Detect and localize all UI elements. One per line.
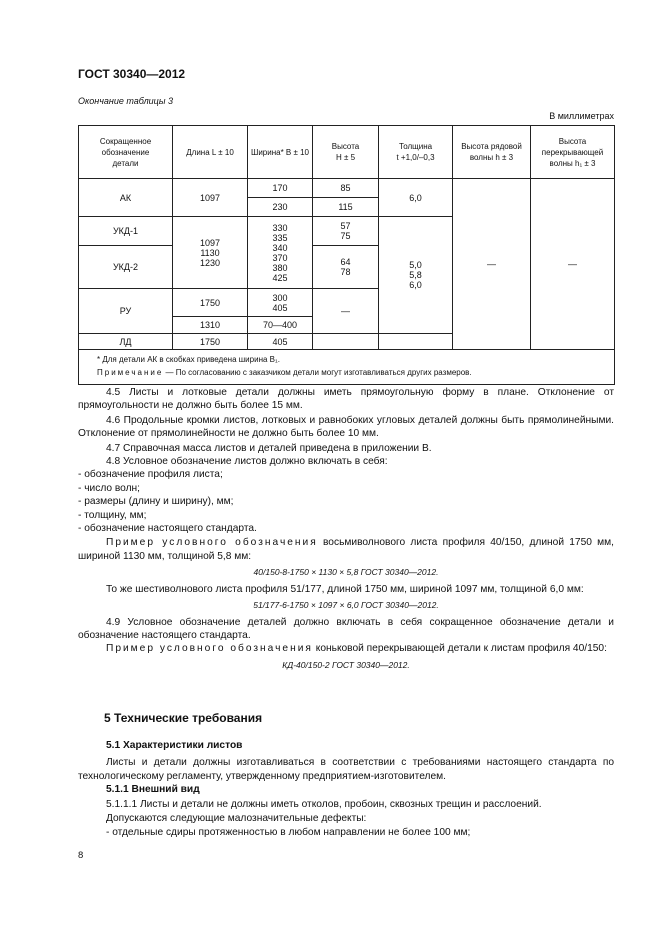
cell-ak-thickness: 6,0 <box>379 179 453 217</box>
cell-ak-height1: 85 <box>313 179 379 198</box>
section-4-body <box>78 386 614 672</box>
paragraph-5-1-1-1: 5.1.1.1 Листы и детали не должны иметь отколов, пробоин, сквозных трещин и расслоений. <box>106 798 542 810</box>
example-3: Пример условного обозначения коньковой перекрывающей детали к листам профиля 40/150: <box>106 643 607 655</box>
table-note: Примечание — По согласованию с заказчиком детали могут изготавливаться других размеров. <box>97 368 472 377</box>
cell-ru-height-dash: — <box>313 289 379 334</box>
header-wave-row: Высота рядовой волны h ± 3 <box>453 126 531 179</box>
example-1-code: 40/150-8-1750 × 1130 × 5,8 ГОСТ 30340—2012. <box>253 567 439 578</box>
cell-ukd-length: 1097 1130 1230 <box>173 217 248 289</box>
header-name: Сокращенное обозначение детали <box>79 126 173 179</box>
list-item: - обозначение настоящего стандарта. <box>78 523 257 535</box>
cell-ukd1-name: УКД-1 <box>79 217 173 246</box>
cell-ak-width1: 170 <box>248 179 313 198</box>
list-item: - толщину, мм; <box>78 509 147 521</box>
list-item: - число волн; <box>78 482 141 494</box>
example-2-code: 51/177-6-1750 × 1097 × 6,0 ГОСТ 30340—2012. <box>253 600 439 611</box>
header-height: Высота Н ± 5 <box>313 126 379 179</box>
cell-ld-height-empty <box>313 334 379 350</box>
paragraph-5-1: Листы и детали должны изготавливаться в соответствии с требованиями настоящего стандарта по технологическому регламенту, утвержденному предприятием-изготовителем. <box>78 757 614 782</box>
example-3-code: КД-40/150-2 ГОСТ 30340—2012. <box>282 659 410 670</box>
paragraph-4-8: 4.8 Условное обозначение листов должно включать в себя: <box>106 456 388 468</box>
cell-wave-overlap-dash: — <box>531 179 615 350</box>
table-row <box>79 179 615 198</box>
paragraph-4-6: 4.6 Продольные кромки листов, лотковых и равнобоких угловых деталей должны быть прямолинейными. Отклонение от прямолинейности не должно быть более 10 мм. <box>78 414 614 440</box>
list-item: - обозначение профиля листа; <box>78 469 223 481</box>
paragraph-4-9: 4.9 Условное обозначение деталей должно включать в себя сокращенное обозначение детали и обозначение настоящего стандарта. <box>78 616 614 641</box>
subsection-5-1-title: 5.1 Характеристики листов <box>106 740 243 751</box>
cell-ukd2-name: УКД-2 <box>79 246 173 289</box>
subsection-5-1-1-title: 5.1.1 Внешний вид <box>106 784 200 796</box>
table-caption: Окончание таблицы 3 <box>78 96 173 106</box>
header-length: Длина L ± 10 <box>173 126 248 179</box>
section-5-body <box>78 739 614 840</box>
header-wave-overlap: Высота перекрывающей волны h₁ ± 3 <box>531 126 615 179</box>
dimensions-table <box>78 125 615 385</box>
cell-thickness-group: 5,0 5,8 6,0 <box>379 217 453 334</box>
cell-ru-length1: 1750 <box>173 289 248 317</box>
cell-wave-row-dash: — <box>453 179 531 350</box>
table-notes-row <box>79 350 615 385</box>
table-header-row <box>79 126 615 179</box>
page-number: 8 <box>78 850 84 861</box>
cell-ru-width2: 70—400 <box>248 317 313 334</box>
units-label: В миллиметрах <box>549 111 614 121</box>
cell-ru-name: РУ <box>79 289 173 334</box>
paragraph-4-5: 4.5 Листы и лотковые детали должны иметь прямоугольную форму в плане. Отклонение от прямоугольности не должно быть более 15 мм. <box>78 387 614 412</box>
paragraph-4-7: 4.7 Справочная масса листов и деталей приведена в приложении В. <box>106 442 432 454</box>
cell-ukd1-height: 57 75 <box>313 217 379 246</box>
header-width: Ширина* В ± 10 <box>248 126 313 179</box>
cell-ukd-width: 330 335 340 370 380 425 <box>248 217 313 289</box>
cell-ak-length: 1097 <box>173 179 248 217</box>
section-5-title: 5 Технические требования <box>104 711 263 725</box>
cell-ld-name: ЛД <box>79 334 173 350</box>
cell-ru-width1: 300 405 <box>248 289 313 317</box>
list-item: - размеры (длину и ширину), мм; <box>78 496 234 508</box>
cell-ak-height2: 115 <box>313 198 379 217</box>
document-header: ГОСТ 30340—2012 <box>78 67 186 81</box>
cell-ak-name: АК <box>79 179 173 217</box>
cell-ukd2-height: 64 78 <box>313 246 379 289</box>
table-footnote: * Для детали АК в скобках приведена ширина В₁. <box>97 355 280 364</box>
cell-ld-length: 1750 <box>173 334 248 350</box>
cell-ak-width2: 230 <box>248 198 313 217</box>
cell-ld-width: 405 <box>248 334 313 350</box>
paragraph-allowed-defects: Допускаются следующие малозначительные дефекты: <box>106 813 367 825</box>
defect-list-item: - отдельные сдиры протяженностью в любом направлении не более 100 мм; <box>106 827 471 839</box>
example-1: Пример условного обозначения восьмиволнового листа профиля 40/150, длиной 1750 мм, шириной 1130 мм, толщиной 5,8 мм: <box>78 537 614 562</box>
cell-ru-length2: 1310 <box>173 317 248 334</box>
header-thickness: Толщина t +1,0/–0,3 <box>379 126 453 179</box>
table-notes <box>79 350 615 385</box>
example-2: То же шестиволнового листа профиля 51/177, длиной 1750 мм, шириной 1097 мм, толщиной 6,0 мм: <box>106 583 584 595</box>
